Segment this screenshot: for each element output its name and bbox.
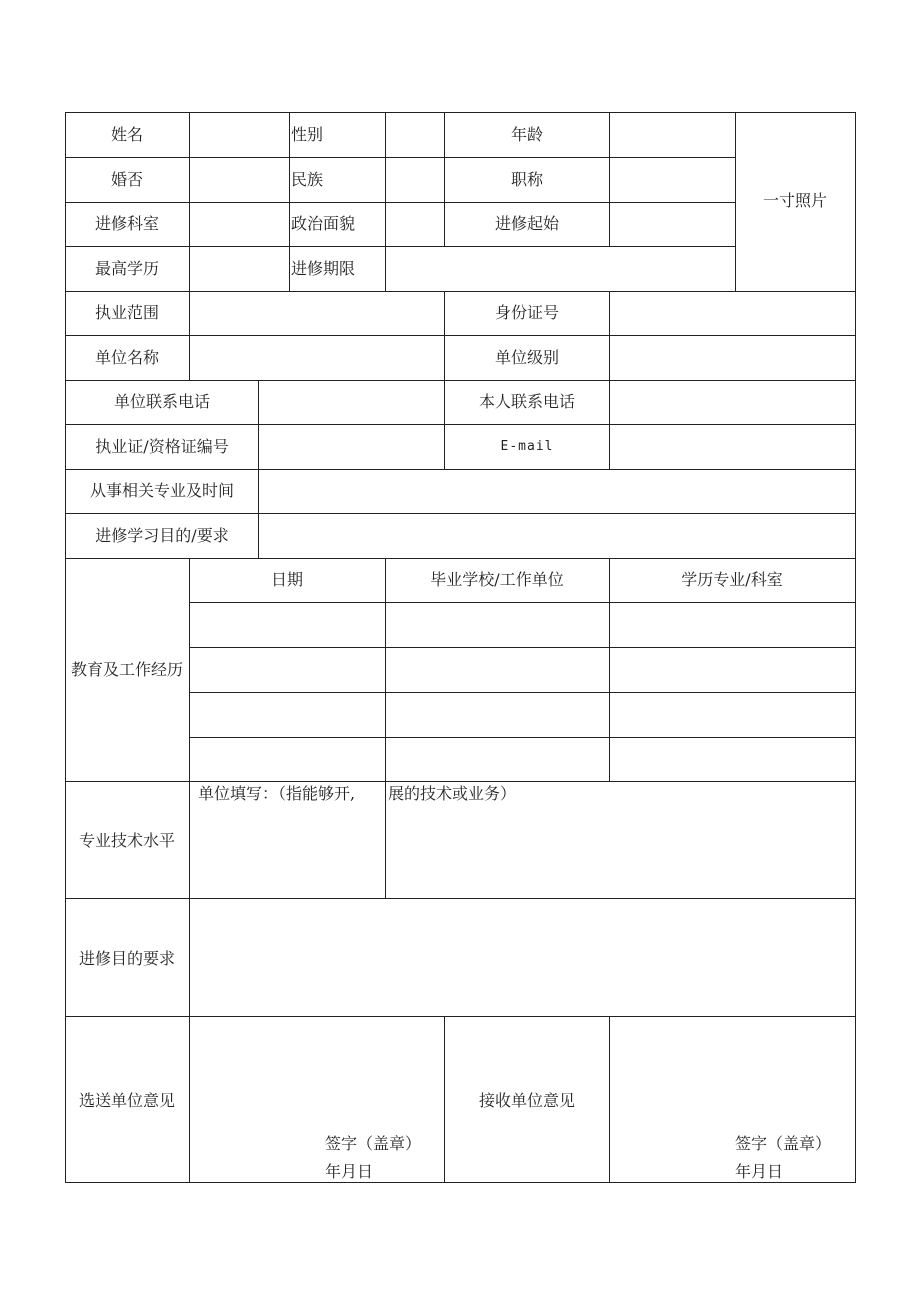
political-label: 政治面貌: [291, 214, 356, 233]
photo-box[interactable]: [736, 113, 855, 291]
license-label: 执业证/资格证编号: [95, 437, 229, 456]
education-label: 最高学历: [94, 259, 160, 278]
start-label: 进修起始: [494, 214, 560, 233]
skill-section-label: 专业技术水平: [78, 831, 176, 850]
marital-label: 婚否: [110, 170, 144, 189]
practice-scope-field[interactable]: [190, 292, 444, 335]
title-label: 职称: [510, 170, 544, 189]
history-cell[interactable]: [610, 603, 855, 647]
dept-field[interactable]: [190, 203, 289, 246]
history-col-school: 毕业学校/工作单位: [430, 570, 564, 589]
history-col-date: 日期: [270, 570, 304, 589]
border-line: [65, 112, 66, 1183]
email-field[interactable]: [610, 425, 855, 469]
border-line: [444, 291, 445, 469]
history-cell[interactable]: [190, 693, 385, 737]
history-section-label: 教育及工作经历: [70, 660, 184, 679]
political-field[interactable]: [386, 203, 444, 246]
sending-signature-label: 签字（盖章）: [325, 1134, 422, 1153]
border-line: [444, 112, 445, 246]
receiving-date-label: 年月日: [735, 1162, 784, 1181]
unit-phone-field[interactable]: [259, 381, 444, 424]
history-col-major: 学历专业/科室: [681, 570, 783, 589]
border-line: [289, 112, 290, 291]
history-cell[interactable]: [610, 693, 855, 737]
id-number-label: 身份证号: [494, 303, 560, 322]
unit-name-label: 单位名称: [94, 348, 160, 367]
sending-date-label: 年月日: [325, 1162, 374, 1181]
specialty-time-label: 从事相关专业及时间: [89, 481, 235, 500]
history-cell[interactable]: [610, 648, 855, 692]
age-label: 年龄: [510, 125, 544, 144]
personal-phone-label: 本人联系电话: [478, 392, 576, 411]
title-field[interactable]: [610, 158, 735, 202]
sending-unit-opinion-label: 选送单位意见: [78, 1091, 176, 1110]
specialty-time-field[interactable]: [259, 470, 855, 513]
skill-note-part1: 单位填写：（指能够开,: [198, 784, 356, 803]
duration-label: 进修期限: [291, 259, 356, 278]
practice-scope-label: 执业范围: [94, 303, 160, 322]
skill-field-left[interactable]: [190, 806, 385, 898]
marital-field[interactable]: [190, 158, 289, 202]
duration-field[interactable]: [386, 247, 735, 291]
sending-unit-opinion-field[interactable]: [190, 1017, 444, 1127]
unit-name-field[interactable]: [190, 336, 444, 380]
unit-level-label: 单位级别: [494, 348, 560, 367]
ethnicity-label: 民族: [291, 170, 324, 189]
dept-label: 进修科室: [94, 214, 160, 233]
name-label: 姓名: [110, 125, 144, 144]
history-cell[interactable]: [190, 648, 385, 692]
receiving-signature-label: 签字（盖章）: [735, 1134, 832, 1153]
border-line: [855, 112, 856, 1183]
border-line: [65, 1182, 856, 1183]
unit-level-field[interactable]: [610, 336, 855, 380]
age-field[interactable]: [610, 113, 735, 157]
email-label: E-mail: [500, 439, 554, 454]
border-line: [444, 1016, 445, 1183]
gender-field[interactable]: [386, 113, 444, 157]
border-line: [65, 781, 856, 782]
history-cell[interactable]: [386, 648, 609, 692]
gender-label: 性别: [291, 125, 324, 144]
skill-note-part2: 展的技术或业务）: [388, 784, 517, 803]
purpose-field[interactable]: [190, 899, 855, 1016]
education-field[interactable]: [190, 247, 289, 291]
license-field[interactable]: [259, 425, 444, 469]
name-field[interactable]: [190, 113, 289, 157]
history-cell[interactable]: [386, 738, 609, 781]
study-purpose-label: 进修学习目的/要求: [95, 526, 229, 545]
receiving-unit-opinion-field[interactable]: [610, 1017, 855, 1127]
receiving-unit-opinion-label: 接收单位意见: [478, 1091, 576, 1110]
personal-phone-field[interactable]: [610, 381, 855, 424]
skill-field-right[interactable]: [386, 806, 855, 898]
id-number-field[interactable]: [610, 292, 855, 335]
border-line: [65, 558, 856, 559]
history-cell[interactable]: [386, 693, 609, 737]
history-cell[interactable]: [610, 738, 855, 781]
study-purpose-field[interactable]: [259, 514, 855, 558]
photo-placeholder: 一寸照片: [762, 191, 828, 210]
purpose-section-label: 进修目的要求: [78, 949, 176, 968]
unit-phone-label: 单位联系电话: [113, 392, 211, 411]
history-cell[interactable]: [190, 603, 385, 647]
ethnicity-field[interactable]: [386, 158, 444, 202]
history-cell[interactable]: [386, 603, 609, 647]
history-cell[interactable]: [190, 738, 385, 781]
start-field[interactable]: [610, 203, 735, 246]
